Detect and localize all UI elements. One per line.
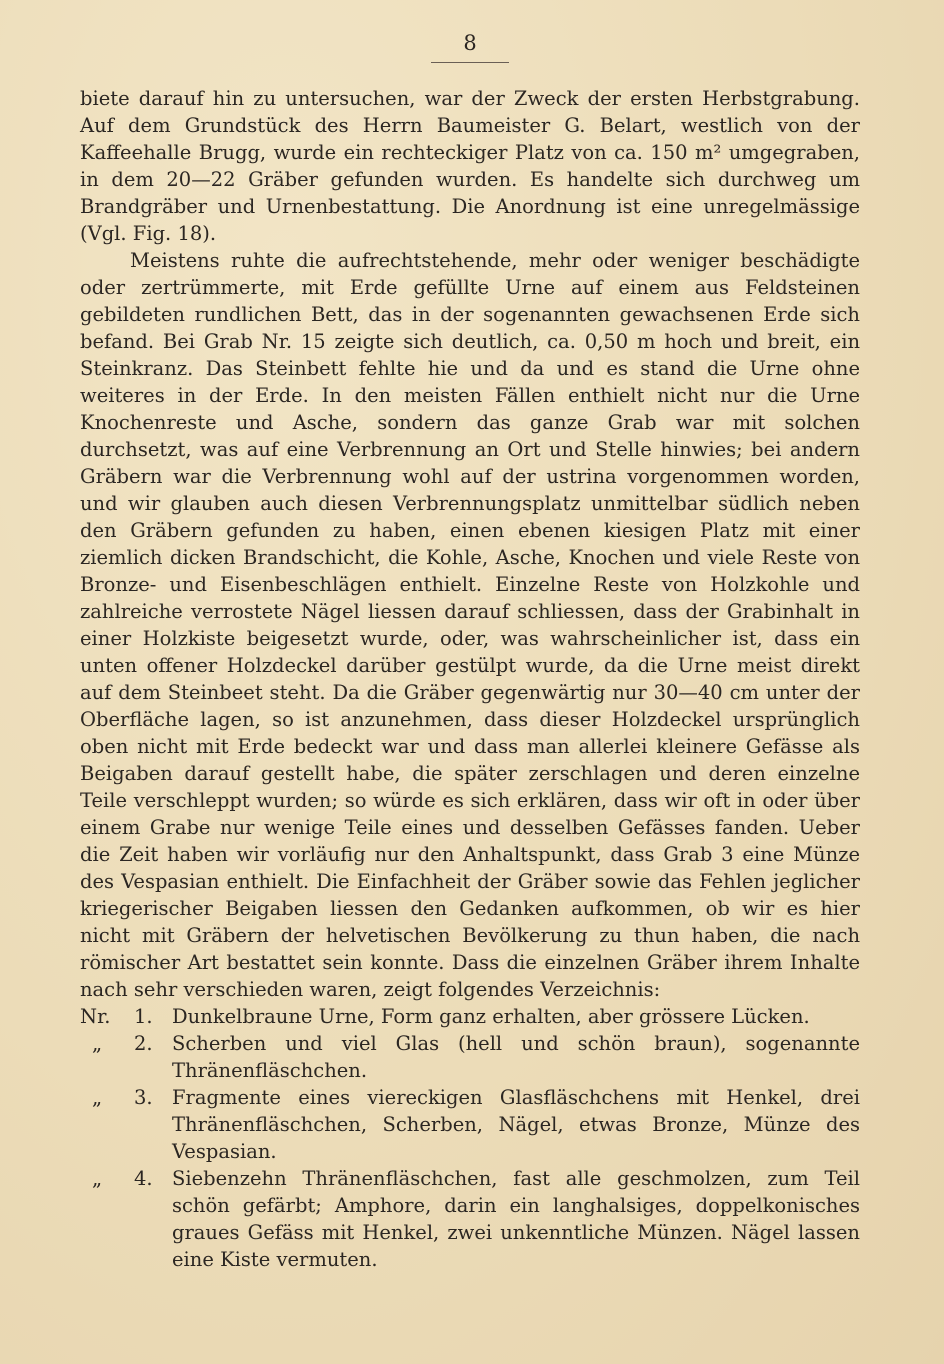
- entry-prefix: „: [92, 1086, 103, 1109]
- list-item: [80, 1084, 860, 1165]
- page: [80, 30, 860, 1273]
- list-item: [80, 1165, 860, 1273]
- grave-inventory-list: [80, 1003, 860, 1273]
- entry-text: Scherben und viel Glas (hell und schön braun), sogenannte Thränenfläschchen.: [172, 1032, 860, 1082]
- paragraph-2: Meistens ruhte die aufrechtstehende, mehr oder weniger beschädigte oder zertrümmerte, mit Erde gefüllte Urne auf einem aus Feldsteinen gebildeten rundlichen Bett, das in der sogenannten gewachsenen Erde sich befand. Bei Grab Nr. 15 zeigte sich deutlich, ca. 0,50 m hoch und breit, ein Steinkranz. Das Steinbett fehlte hie und da und es stand die Urne ohne weiteres in der Erde. In den meisten Fällen enthielt nicht nur die Urne Knochenreste und Asche, sondern das ganze Grab war mit solchen durchsetzt, was auf eine Verbrennung an Ort und Stelle hinwies; bei andern Gräbern war die Verbrennung wohl auf der ustrina vorgenommen worden, und wir glauben auch diesen Verbrennungsplatz unmittelbar südlich neben den Gräbern gefunden zu haben, einen ebenen kiesigen Platz mit einer ziemlich dicken Brandschicht, die Kohle, Asche, Knochen und viele Reste von Bronze- und Eisenbeschlägen enthielt. Einzelne Reste von Holzkohle und zahlreiche verrostete Nägel liessen darauf schliessen, dass der Grabinhalt in einer Holzkiste beigesetzt wurde, oder, was wahrscheinlicher ist, dass ein unten offener Holzdeckel darüber gestülpt wurde, da die Urne meist direkt auf dem Steinbeet steht. Da die Gräber gegenwärtig nur 30—40 cm unter der Oberfläche lagen, so ist anzunehmen, dass dieser Holzdeckel ursprünglich oben nicht mit Erde bedeckt war und dass man allerlei kleinere Gefässe als Beigaben darauf gestellt habe, die später zerschlagen und deren einzelne Teile verschleppt wurden; so würde es sich erklären, dass wir oft in oder über einem Grabe nur wenige Teile eines und desselben Gefässes fanden. Ueber die Zeit haben wir vorläufig nur den Anhaltspunkt, dass Grab 3 eine Münze des Vespasian enthielt. Die Einfachheit der Gräber sowie das Fehlen jeglicher kriegerischer Beigaben liessen den Gedanken aufkommen, ob wir es hier nicht mit Gräbern der helvetischen Bevölkerung zu thun haben, die nach römischer Art bestattet sein konnte. Dass die einzelnen Gräber ihrem Inhalte nach sehr verschieden waren, zeigt folgendes Verzeichnis:: [80, 249, 860, 1001]
- header-rule: [431, 62, 509, 63]
- page-number: 8: [463, 31, 477, 55]
- paragraph-1: biete darauf hin zu untersuchen, war der Zweck der ersten Herbstgrabung. Auf dem Grundstück des Herrn Baumeister G. Belart, westlich von der Kaffeehalle Brugg, wurde ein rechteckiger Platz von ca. 150 m² umgegraben, in dem 20—22 Gräber gefunden wurden. Es handelte sich durchweg um Brandgräber und Urnenbestattung. Die Anordnung ist eine unregelmässige (Vgl. Fig. 18).: [80, 87, 860, 245]
- entry-number: 2.: [134, 1032, 153, 1055]
- entry-number: 4.: [134, 1167, 153, 1190]
- entry-number: 1.: [134, 1005, 153, 1028]
- entry-text: Dunkelbraune Urne, Form ganz erhalten, aber grössere Lücken.: [172, 1005, 810, 1028]
- entry-prefix: „: [92, 1032, 103, 1055]
- entry-prefix: Nr.: [80, 1005, 111, 1028]
- entry-text: Siebenzehn Thränenfläschchen, fast alle geschmolzen, zum Teil schön gefärbt; Amphore, darin ein langhalsiges, doppelkonisches graues Gefäss mit Henkel, zwei unkenntliche Münzen. Nägel lassen eine Kiste vermuten.: [172, 1167, 860, 1271]
- entry-text: Fragmente eines viereckigen Glasfläschchens mit Henkel, drei Thränenfläschchen, Scherben, Nägel, etwas Bronze, Münze des Vespasian.: [172, 1086, 860, 1163]
- entry-number: 3.: [134, 1086, 153, 1109]
- entry-prefix: „: [92, 1167, 103, 1190]
- list-item: [80, 1030, 860, 1084]
- list-item: [80, 1003, 860, 1030]
